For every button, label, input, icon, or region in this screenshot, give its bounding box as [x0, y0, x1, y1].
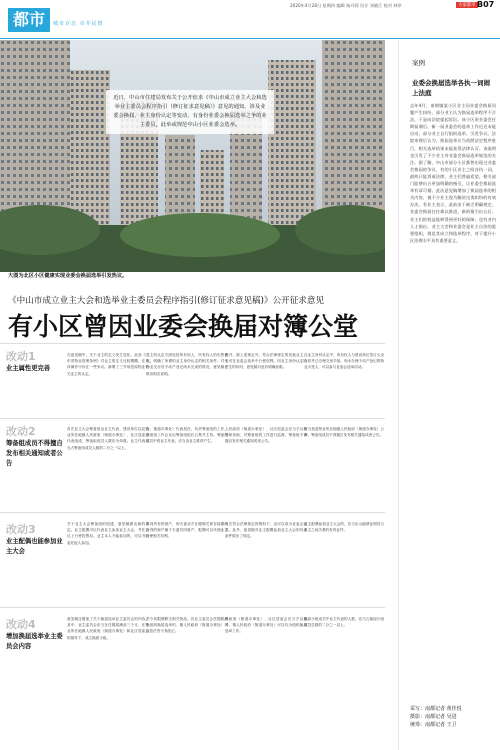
section-2-header	[6, 423, 66, 469]
section-number: 改动2	[6, 425, 36, 438]
section-divider	[0, 607, 385, 608]
section-logo: 都市	[8, 8, 50, 32]
photo-caption: 大图为北区小区健康实现业委会换届选举引发热议。	[8, 273, 128, 279]
section-divider	[0, 343, 385, 344]
case-label: 案例	[412, 59, 425, 67]
section-1-col-1: 在意见稿中，关于业主的定义发生变化。此前《广东省物业管理条例》对业主的定义比较模糊，在具体操作中存在一些争议。新增了三节规范原物业有关业主的认定。	[67, 353, 149, 376]
section-title: 业主配偶也能参加业主大会	[6, 538, 63, 555]
section-3-col-4: 业主配偶参加业主大会的，应当出示能够证明其与业主之间关系的有效证件。	[304, 522, 384, 533]
section-3-header	[6, 521, 66, 557]
section-1-header	[6, 348, 66, 374]
section-1-col-2: 业主的认定方面包括所有权人，所有权人的出售情况。明确了所谓的业主身份认定的相关条件。对于物业交付后不动产登记尚未完成的情况，意见稿也做出相应说明。	[146, 353, 228, 376]
section-4-header	[6, 616, 66, 652]
page-number: B07	[477, 0, 495, 9]
section-3-col-2: 共同所有的财产，即夫妻双方在婚姻关系存续期间所得的财产属于夫妻共同财产，配偶可以代理业主行使相关权利。	[146, 522, 228, 539]
section-title: 增加换届选举业主委员会内容	[6, 633, 63, 650]
credit-line: 统筹：南都记者 王卫	[410, 722, 457, 728]
section-2-col-2: 会、街道办事处）代表担任，负责筹备组的工作，筹备组工作会议由筹备组组长召集并主持。筹备组成员中的业主代表，应当由业主推荐产生。	[146, 427, 228, 444]
section-2-col-4: 应当加盖物业所在地镇人民政府（街道办事处）公章，筹备组成员不得擅自发布相关通知或者公告。	[304, 427, 384, 438]
credits	[410, 705, 498, 729]
section-4-col-4: 换届小组成员中业主代表的人数，应当占换届小组成员总数的二分之一以上。	[304, 617, 384, 628]
section-4-col-2: 责令其限期移交相关物品。若业主委员会任期届满未组织换届选举的，镇人民政府（街道办事处）可以依法责令其改正。	[146, 617, 228, 634]
section-1-col-4: 在业主身份认定中，所有权人与建设单位签订买卖合同并已办理交房手续，尚未办理不动产登记的物业买受人，可以参与业委会选举活动。	[304, 353, 384, 370]
section-slogan: 城市百态 市井民情	[53, 21, 104, 27]
kicker: 《中山市成立业主大会和选举业主委员会程序指引(修订征求意见稿)》公开征求意见	[8, 296, 325, 306]
section-2-col-1: 首次业主大会筹备组由业主代表、建设单位以及物业所在地镇人民政府（街道办事处）、社区居委会代表组成，筹备组成员人数应为单数。业主代表应当占筹备组成员人数的二分之一以上。	[67, 427, 149, 450]
column-divider	[398, 40, 399, 750]
case-title: 业委会换届选举各执一词闹上法庭	[412, 79, 490, 97]
lead-photo	[0, 40, 385, 272]
section-divider	[0, 512, 385, 513]
section-badge: 大家都市	[458, 3, 476, 8]
residential-towers-illustration	[0, 40, 385, 272]
section-number: 改动4	[6, 618, 36, 631]
header-rule	[0, 38, 500, 39]
section-divider	[0, 418, 385, 419]
section-3-col-3: 方在符合法律规定的情形下，也可以成为业委会委员。此外，意见稿对业主配偶参加业主大会的具体条件做出了规定。	[225, 522, 307, 539]
section-title: 业主属性更完善	[6, 365, 51, 372]
section-3-col-1: 关于业主大会筹备组的组建，意见稿做出新的规定。业主配偶可以代表业主参加业主大会，并在会议上行使投票权。业主本人不能参加的，可以书面委托他人参加。	[67, 522, 149, 545]
photo-overlay-text: 近日，中山市住建局发布关于公开征求《中山市成立业主大会和选举业主委员会程序指引（修订征求意见稿）》意见的通知，涉及业委会换届、业主身份认定等变动，有身份业委会换届选举之争的业主委员，此举或规范中山小区业委会选举。	[106, 90, 274, 134]
section-4-col-1: 意见稿还增加了关于换届选举业主委员会的内容。其中，业主委员会应当在任期届满前三个月，在物业所在地镇人民政府（街道办事处）和社区居委会的指导下，成立换届小组。	[67, 617, 149, 640]
section-4-col-3: 民政府（街道办事处）、社区居委会应当予以指导，镇人民政府（街道办事处）可以代为组织换届选举工作。	[225, 617, 307, 634]
section-2-col-3: 人民政府（街道办事处）、社区居委会应当予以指导和协助，对筹备组的工作进行监督。筹备组不得擅自发布相关通知或者公告。	[225, 427, 307, 444]
section-number: 改动3	[6, 523, 36, 536]
credit-line: 摄影：南都记者 吴进	[410, 714, 457, 720]
section-title: 筹备组成员不得擅自发布相关通知或者公告	[6, 440, 63, 467]
credit-line: 采写：南都记者 黄佳悦	[410, 706, 462, 712]
case-body: 去年4月，南朗镇某小区业主因业委会换届问题产生纠纷，部分业主认为换届选举程序不合法，于是向法院提起诉讼。该小区原业委会任期届满后，新一届业委会的选举工作迟迟未能启动，部分业主自行组织选举，引发争议。法院审理后认为，换届选举应当依照法定程序进行，相关选举结果未能获得法律认可。该案例也引发了不少业主对业委会换届选举规范的关注。据了解，中山市部分小区都曾出现过业委会换届的争议，有的小区业主之间各执一词，最终只能诉诸法律。业主们普遍希望，相关部门能够出台更加明确的指引，让业委会换届选举有章可循。此次意见稿增加了换届选举的相关内容，被不少业主视为解决这类纠纷的有效办法。有业主表示，此前由于缺乏明确规定，业委会换届往往难以推进，新的指引出台后，业主们的权益能够得到更好的保障。也有业内人士指出，业主大会和业委会是业主自治的重要组织，规范其成立和选举程序，对于提升小区治理水平具有重要意义。	[410, 103, 496, 243]
section-1-col-3: 此外，除上述规定外，符合法律规定的其他业主，也可在业委会选举中行使权利。因业主身份认定所产生的纠纷，意见稿对此有明确说明。	[225, 353, 307, 370]
dateline: 2020年4月28日 星期四 编辑 杨丹莉 设计 刘晓江 校对 林华	[290, 3, 402, 8]
headline: 有小区曾因业委会换届对簿公堂	[8, 312, 359, 341]
section-number: 改动1	[6, 350, 36, 363]
page-header	[0, 0, 500, 38]
